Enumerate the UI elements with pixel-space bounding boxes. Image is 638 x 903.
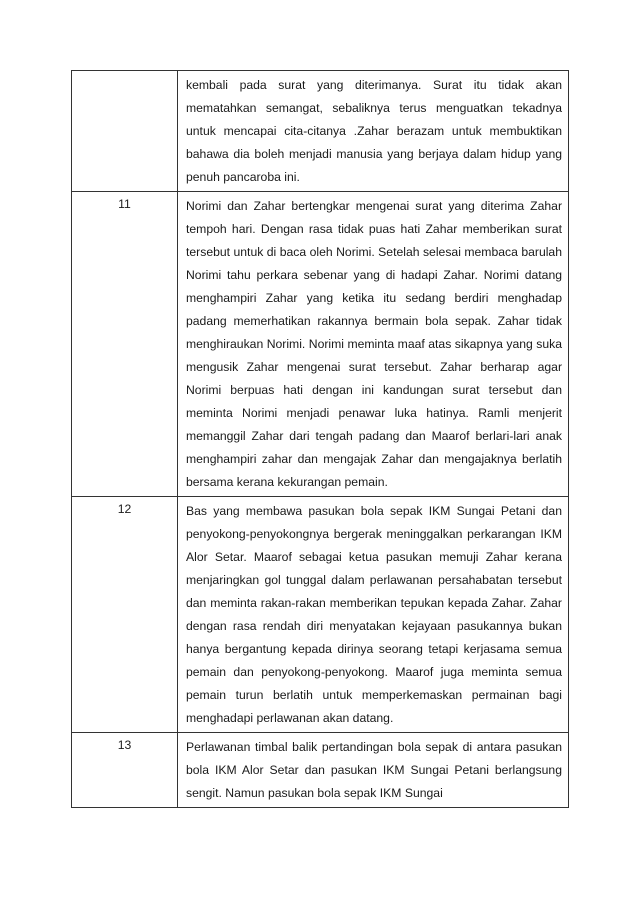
table-row (72, 71, 569, 192)
synopsis-table (71, 70, 569, 808)
table-row (72, 192, 569, 497)
table-row (72, 733, 569, 808)
row-number: 11 (72, 192, 178, 497)
row-text: kembali pada surat yang diterimanya. Surat itu tidak akan mematahkan semangat, sebaliknya terus menguatkan tekadnya untuk mencapai cita-citanya .Zahar berazam untuk membuktikan bahawa dia boleh menjadi manusia yang berjaya dalam hidup yang penuh pancaroba ini. (178, 71, 569, 192)
row-text: Norimi dan Zahar bertengkar mengenai surat yang diterima Zahar tempoh hari. Dengan rasa tidak puas hati Zahar memberikan surat tersebut untuk di baca oleh Norimi. Setelah selesai membaca barulah Norimi tahu perkara sebenar yang di hadapi Zahar. Norimi datang menghampiri Zahar yang ketika itu sedang berdiri menghadap padang memerhatikan rakannya bermain bola sepak. Zahar tidak menghiraukan Norimi. Norimi meminta maaf atas sikapnya yang suka mengusik Zahar mengenai surat tersebut. Zahar berharap agar Norimi berpuas hati dengan ini kandungan surat tersebut dan meminta Norimi menjadi penawar luka hatinya. Ramli menjerit memanggil Zahar dari tengah padang dan Maarof berlari-lari anak menghampiri zahar dan mengajak Zahar dan mengajaknya berlatih bersama kerana kekurangan pemain. (178, 192, 569, 497)
table-row (72, 497, 569, 733)
row-text: Perlawanan timbal balik pertandingan bola sepak di antara pasukan bola IKM Alor Setar dan pasukan IKM Sungai Petani berlangsung sengit. Namun pasukan bola sepak IKM Sungai (178, 733, 569, 808)
row-text: Bas yang membawa pasukan bola sepak IKM Sungai Petani dan penyokong-penyokongnya bergerak meninggalkan perkarangan IKM Alor Setar. Maarof sebagai ketua pasukan memuji Zahar kerana menjaringkan gol tunggal dalam perlawanan persahabatan tersebut dan meminta rakan-rakan memberikan tepukan kepada Zahar. Zahar dengan rasa rendah diri menyatakan kejayaan pasukannya bukan hanya bergantung kepada dirinya seorang tetapi kerjasama semua pemain dan penyokong-penyokong. Maarof juga meminta semua pemain turun berlatih untuk memperkemaskan permainan bagi menghadapi perlawanan akan datang. (178, 497, 569, 733)
row-number: 13 (72, 733, 178, 808)
row-number (72, 71, 178, 192)
row-number: 12 (72, 497, 178, 733)
